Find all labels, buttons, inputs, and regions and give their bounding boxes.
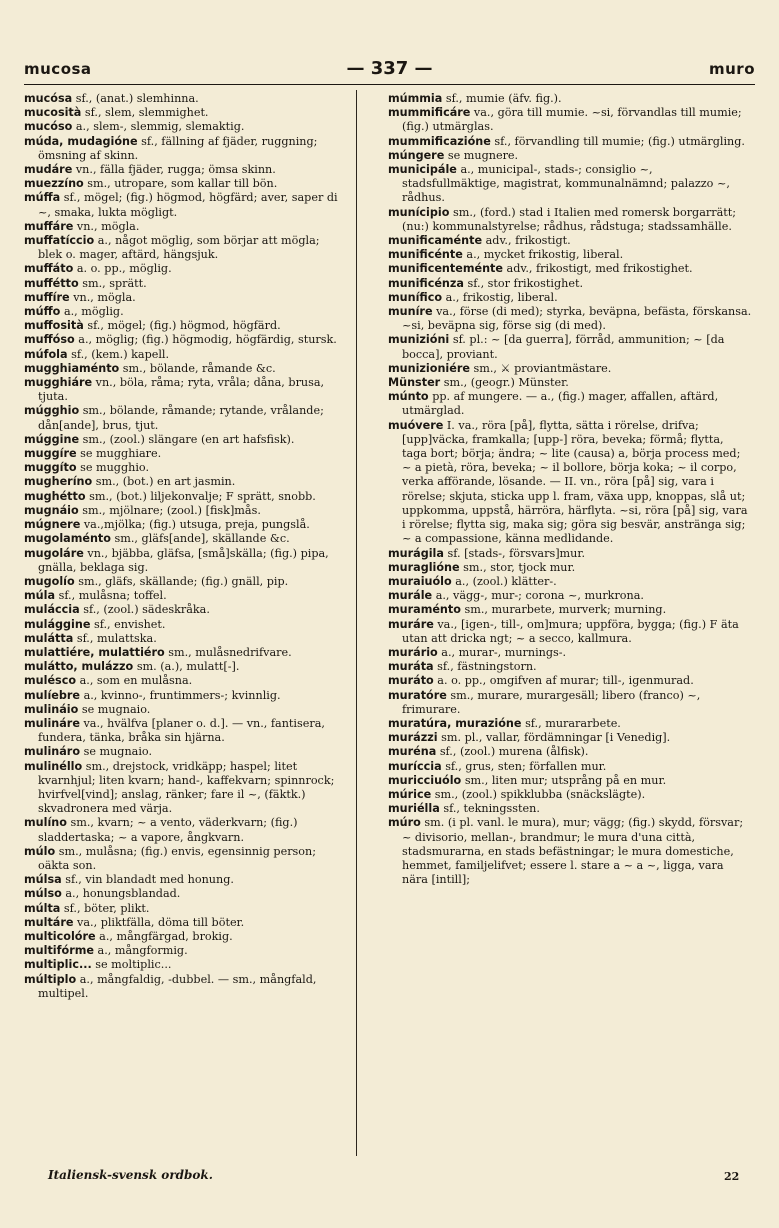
entry-definition: sf., (zool.) murena (ålfisk). bbox=[439, 745, 589, 759]
dictionary-entry bbox=[24, 305, 344, 319]
entry-definition: sf., vin blandadt med honung. bbox=[65, 873, 234, 887]
entry-headword: mulátto, mulázzo bbox=[24, 660, 134, 674]
entry-definition: sm. (i pl. vanl. le mura), mur; vägg; (fig.) skydd, försvar; ~ divisorio, mellan-, brandmur; le mura d'una città, stadsmurarna, en stads befästningar; le mura domestiche, hemmet, familjelifvet; essere l. stare a ~ a ~, ligga, vara nära [intill]; bbox=[402, 816, 744, 887]
entry-headword: muóvere bbox=[388, 418, 444, 432]
dictionary-entry bbox=[388, 745, 752, 759]
entry-definition: sm., (bot.) liljekonvalje; F sprätt, snobb. bbox=[89, 489, 316, 503]
entry-headword: múlta bbox=[24, 901, 61, 915]
entry-definition: sm., utropare, som kallar till bön. bbox=[87, 177, 278, 191]
entry-headword: mugghiaménto bbox=[24, 361, 120, 375]
page-header bbox=[24, 60, 755, 82]
entry-definition: pp. af mungere. — a., (fig.) mager, affallen, aftärd, utmärglad. bbox=[402, 390, 719, 418]
dictionary-entry bbox=[388, 390, 752, 418]
entry-definition: sm., murare, murargesäll; libero (franco) ~, frimurare. bbox=[402, 688, 701, 716]
entry-headword: muffétto bbox=[24, 276, 79, 290]
entry-headword: muriélla bbox=[388, 802, 440, 816]
dictionary-entry bbox=[24, 504, 344, 518]
dictionary-entry bbox=[388, 149, 752, 163]
entry-headword: mugghiáre bbox=[24, 376, 93, 390]
entry-definition: sm., bölande, råmande &c. bbox=[122, 361, 276, 375]
entry-definition: vn., mögla. bbox=[73, 290, 136, 304]
entry-definition: a., kvinno-, fruntimmers-; kvinnlig. bbox=[83, 688, 281, 702]
dictionary-entry bbox=[24, 220, 344, 234]
entry-headword: muffosità bbox=[24, 319, 84, 333]
dictionary-entry bbox=[24, 575, 344, 589]
entry-headword: munificenteménte bbox=[388, 262, 503, 276]
dictionary-entry bbox=[24, 404, 344, 432]
entry-headword: múggine bbox=[24, 432, 80, 446]
dictionary-entry bbox=[388, 305, 752, 333]
dictionary-entry bbox=[24, 873, 344, 887]
entry-headword: múffa bbox=[24, 191, 61, 205]
entry-headword: mulíno bbox=[24, 816, 67, 830]
dictionary-entry bbox=[388, 248, 752, 262]
entry-definition: adv., frikostigt, med frikostighet. bbox=[506, 262, 693, 276]
dictionary-entry bbox=[388, 376, 752, 390]
entry-definition: a., frikostig, liberal. bbox=[445, 290, 558, 304]
entry-definition: sf., fästningstorn. bbox=[437, 660, 537, 674]
entry-headword: múffo bbox=[24, 305, 61, 319]
dictionary-entry bbox=[24, 532, 344, 546]
entry-headword: mucóso bbox=[24, 120, 73, 134]
entry-definition: sf. pl.: ~ [da guerra], förråd, ammunition; ~ [da bocca], proviant. bbox=[402, 333, 725, 361]
entry-headword: munícipio bbox=[388, 205, 450, 219]
dictionary-entry bbox=[24, 433, 344, 447]
entry-definition: sf., böter, plikt. bbox=[63, 901, 150, 915]
dictionary-entry bbox=[24, 958, 344, 972]
entry-headword: múlso bbox=[24, 887, 62, 901]
dictionary-entry bbox=[24, 646, 344, 660]
entry-definition: sf., mulåsna; toffel. bbox=[58, 589, 167, 603]
entry-headword: muráto bbox=[388, 674, 434, 688]
dictionary-entry bbox=[388, 419, 752, 547]
entry-definition: sm., kvarn; ~ a vento, väderkvarn; (fig.) sladdertaska; ~ a vapore, ångkvarn. bbox=[38, 816, 298, 844]
entry-headword: munífico bbox=[388, 290, 443, 304]
dictionary-entry bbox=[24, 674, 344, 688]
entry-definition: va., göra till mumie. ~si, förvandlas till mumie; (fig.) utmärglas. bbox=[402, 106, 742, 134]
dictionary-entry bbox=[388, 603, 752, 617]
dictionary-entry bbox=[388, 589, 752, 603]
entry-headword: múla bbox=[24, 589, 56, 603]
dictionary-entry bbox=[24, 973, 344, 1001]
entry-headword: munizioniére bbox=[388, 361, 470, 375]
dictionary-entry bbox=[388, 362, 752, 376]
dictionary-entry bbox=[24, 319, 344, 333]
dictionary-entry bbox=[24, 234, 344, 262]
dictionary-entry bbox=[388, 760, 752, 774]
entry-definition: sf., mulattska. bbox=[76, 631, 157, 645]
entry-definition: sm., (geogr.) Münster. bbox=[443, 376, 569, 390]
dictionary-entry bbox=[24, 348, 344, 362]
entry-definition: vn., fälla fjäder, rugga; ömsa skinn. bbox=[75, 163, 276, 177]
entry-definition: sf., (anat.) slemhinna. bbox=[75, 92, 199, 105]
entry-definition: a., något möglig, som börjar att mögla; blek o. mager, aftärd, hängsjuk. bbox=[38, 234, 320, 262]
entry-definition: vn., bjäbba, gläfsa, [små]skälla; (fig.) pipa, gnälla, beklaga sig. bbox=[38, 546, 329, 574]
dictionary-entry bbox=[388, 575, 752, 589]
dictionary-entry bbox=[388, 106, 752, 134]
entry-headword: mulináre bbox=[24, 716, 80, 730]
entry-headword: muraglióne bbox=[388, 560, 460, 574]
entry-headword: mugoláre bbox=[24, 546, 84, 560]
entry-headword: mulattiére, mulattiéro bbox=[24, 645, 165, 659]
dictionary-entry bbox=[388, 674, 752, 688]
entry-definition: a., möglig; (fig.) högmodig, högfärdig, stursk. bbox=[78, 333, 337, 347]
entry-headword: mudáre bbox=[24, 163, 73, 177]
entry-definition: va., hvälfva [planer o. d.]. — vn., fantisera, fundera, tänka, bråka sin hjärna. bbox=[38, 716, 325, 745]
header-rule bbox=[24, 84, 755, 85]
left-column bbox=[24, 92, 344, 1001]
entry-definition: va.,mjölka; (fig.) utsuga, preja, pungslå. bbox=[83, 518, 310, 532]
entry-definition: sm., (zool.) spikklubba (snäckslägte). bbox=[434, 787, 646, 801]
entry-headword: múngere bbox=[388, 148, 445, 162]
entry-definition: sf., stor frikostighet. bbox=[467, 276, 583, 290]
entry-headword: mulággine bbox=[24, 617, 91, 631]
dictionary-entry bbox=[24, 376, 344, 404]
dictionary-entry bbox=[24, 277, 344, 291]
entry-headword: múgghio bbox=[24, 404, 80, 418]
entry-headword: mummificazióne bbox=[388, 134, 491, 148]
entry-headword: múgnere bbox=[24, 518, 81, 532]
entry-headword: multáre bbox=[24, 915, 74, 929]
dictionary-entry bbox=[388, 816, 752, 887]
footer-book-title: Italiensk-svensk ordbok. bbox=[48, 1168, 213, 1182]
entry-definition: sm., mulåsnedrifvare. bbox=[168, 645, 292, 659]
entry-definition: sm., gläfs, skällande; (fig.) gnäll, pip. bbox=[78, 574, 289, 588]
dictionary-entry bbox=[24, 760, 344, 817]
dictionary-entry bbox=[388, 618, 752, 646]
dictionary-entry bbox=[24, 660, 344, 674]
entry-definition: sf., murararbete. bbox=[525, 716, 621, 730]
entry-headword: muráre bbox=[388, 617, 434, 631]
entry-headword: multicolóre bbox=[24, 929, 96, 943]
entry-definition: sm., ⚔ proviantmästare. bbox=[473, 361, 612, 375]
dictionary-entry bbox=[24, 689, 344, 703]
dictionary-entry bbox=[388, 277, 752, 291]
entry-definition: a., mycket frikostig, liberal. bbox=[466, 248, 624, 262]
entry-headword: murále bbox=[388, 589, 433, 603]
entry-headword: muríccia bbox=[388, 759, 442, 773]
dictionary-entry bbox=[388, 774, 752, 788]
dictionary-entry bbox=[388, 547, 752, 561]
entry-definition: sm., bölande, råmande; rytande, vrålande; dån[ande], brus, tjut. bbox=[38, 404, 324, 432]
dictionary-entry bbox=[24, 618, 344, 632]
entry-headword: mugheríno bbox=[24, 475, 93, 489]
entry-headword: muréna bbox=[388, 745, 437, 759]
entry-headword: mulíebre bbox=[24, 688, 80, 702]
column-divider bbox=[356, 90, 357, 1156]
dictionary-entry bbox=[24, 816, 344, 844]
entry-definition: sm., (bot.) en art jasmin. bbox=[95, 475, 236, 489]
entry-definition: sf., mumie (äfv. fig.). bbox=[445, 92, 562, 105]
entry-definition: se mugghio. bbox=[80, 461, 150, 475]
entry-definition: va., [igen-, till-, om]mura; uppföra, bygga; (fig.) F äta utan att dricka ngt; ~ a secco, kallmura. bbox=[402, 617, 739, 645]
dictionary-entry bbox=[388, 163, 752, 206]
entry-headword: muffíre bbox=[24, 290, 70, 304]
entry-headword: muffáto bbox=[24, 262, 74, 276]
dictionary-entry bbox=[388, 717, 752, 731]
entry-headword: mugolaménto bbox=[24, 532, 111, 546]
entry-headword: munizióni bbox=[388, 333, 450, 347]
entry-definition: sf., mögel; (fig.) högmod, högfärd. bbox=[87, 319, 281, 333]
entry-headword: muníre bbox=[388, 305, 433, 319]
entry-definition: sm., liten mur; utsprång på en mur. bbox=[464, 773, 667, 787]
dictionary-entry bbox=[24, 902, 344, 916]
entry-headword: múrice bbox=[388, 787, 432, 801]
entry-headword: múlsa bbox=[24, 873, 62, 887]
entry-headword: mucósa bbox=[24, 92, 73, 105]
right-column bbox=[388, 92, 752, 887]
dictionary-entry bbox=[388, 561, 752, 575]
entry-headword: mugnáio bbox=[24, 503, 79, 517]
dictionary-entry bbox=[24, 362, 344, 376]
entry-definition: a., mångfaldig, -dubbel. — sm., mångfald, multipel. bbox=[38, 972, 317, 1000]
dictionary-entry bbox=[24, 845, 344, 873]
entry-headword: muláccia bbox=[24, 603, 80, 617]
entry-definition: a., som en mulåsna. bbox=[79, 674, 193, 688]
entry-headword: mummificáre bbox=[388, 106, 471, 120]
dictionary-entry bbox=[24, 92, 344, 106]
entry-definition: adv., frikostigt. bbox=[485, 234, 571, 248]
entry-headword: múro bbox=[388, 816, 421, 830]
dictionary-entry bbox=[24, 191, 344, 219]
entry-definition: sm., (zool.) slängare (en art hafsfisk). bbox=[82, 432, 295, 446]
dictionary-entry bbox=[388, 92, 752, 106]
entry-headword: muratúra, murazióne bbox=[388, 716, 522, 730]
entry-definition: a., vägg-, mur-; corona ~, murkrona. bbox=[435, 589, 644, 603]
dictionary-entry bbox=[24, 490, 344, 504]
dictionary-entry bbox=[24, 632, 344, 646]
entry-headword: muggíre bbox=[24, 447, 77, 461]
entry-headword: municipále bbox=[388, 163, 457, 177]
dictionary-entry bbox=[24, 135, 344, 163]
entry-headword: muratóre bbox=[388, 688, 447, 702]
entry-definition: sm., mjölnare; (zool.) [fisk]mås. bbox=[82, 503, 261, 517]
dictionary-entry bbox=[388, 291, 752, 305]
entry-headword: muffáre bbox=[24, 219, 74, 233]
entry-definition: sm., gläfs[ande], skällande &c. bbox=[114, 532, 290, 546]
entry-headword: muricciuólo bbox=[388, 773, 462, 787]
entry-headword: múda, mudagióne bbox=[24, 134, 138, 148]
entry-definition: sm. pl., vallar, fördämningar [i Venedig]. bbox=[441, 731, 671, 745]
entry-headword: mulinéllo bbox=[24, 759, 83, 773]
entry-headword: muggíto bbox=[24, 461, 77, 475]
entry-headword: mucosità bbox=[24, 106, 82, 120]
entry-definition: va., pliktfälla, döma till böter. bbox=[77, 915, 245, 929]
dictionary-entry bbox=[24, 603, 344, 617]
entry-definition: sm. (a.), mulatt[-]. bbox=[136, 660, 240, 674]
dictionary-entry bbox=[24, 333, 344, 347]
entry-definition: a., honungsblandad. bbox=[65, 887, 181, 901]
dictionary-entry bbox=[388, 731, 752, 745]
dictionary-entry bbox=[388, 788, 752, 802]
entry-headword: murágila bbox=[388, 546, 444, 560]
entry-definition: a., murar-, murnings-. bbox=[441, 645, 567, 659]
dictionary-entry bbox=[24, 703, 344, 717]
dictionary-entry bbox=[24, 106, 344, 120]
dictionary-entry bbox=[24, 475, 344, 489]
entry-headword: mulésco bbox=[24, 674, 77, 688]
entry-headword: mulátta bbox=[24, 631, 74, 645]
entry-definition: sm., (ford.) stad i Italien med romersk borgarrätt; (nu:) kommunalstyrelse; rådhus, rådstuga; stadssamhälle. bbox=[402, 205, 736, 233]
entry-headword: munificénte bbox=[388, 248, 463, 262]
dictionary-entry bbox=[388, 689, 752, 717]
entry-definition: sf., tekningssten. bbox=[443, 802, 540, 816]
entry-headword: murário bbox=[388, 645, 438, 659]
entry-headword: Münster bbox=[388, 376, 441, 390]
dictionary-entry bbox=[388, 802, 752, 816]
header-right-guideword: muro bbox=[708, 60, 755, 78]
entry-definition: a., (zool.) klätter-. bbox=[455, 574, 557, 588]
entry-headword: múmmia bbox=[388, 92, 443, 105]
entry-definition: se mugnaio. bbox=[81, 702, 151, 716]
entry-definition: sf., mögel; (fig.) högmod, högfärd; aver, saper di ~, smaka, lukta mögligt. bbox=[38, 191, 338, 219]
entry-definition: a. o. pp., omgifven af murar; till-, igenmurad. bbox=[437, 674, 694, 688]
entry-headword: muffóso bbox=[24, 333, 75, 347]
entry-headword: muezzíno bbox=[24, 177, 84, 191]
dictionary-entry bbox=[24, 163, 344, 177]
entry-headword: muffatíccio bbox=[24, 234, 95, 248]
entry-headword: muráta bbox=[388, 660, 434, 674]
dictionary-entry bbox=[24, 887, 344, 901]
entry-headword: munificénza bbox=[388, 276, 464, 290]
entry-definition: sf., förvandling till mumie; (fig.) utmärgling. bbox=[494, 134, 745, 148]
entry-headword: múfola bbox=[24, 347, 68, 361]
dictionary-entry bbox=[24, 120, 344, 134]
dictionary-entry bbox=[24, 916, 344, 930]
entry-definition: sm., stor, tjock mur. bbox=[463, 560, 576, 574]
dictionary-entry bbox=[24, 447, 344, 461]
entry-headword: múltiplo bbox=[24, 972, 77, 986]
entry-headword: múnto bbox=[388, 390, 429, 404]
dictionary-entry bbox=[388, 660, 752, 674]
entry-headword: mugolío bbox=[24, 574, 75, 588]
dictionary-entry bbox=[388, 333, 752, 361]
entry-definition: sf., (kem.) kapell. bbox=[71, 347, 170, 361]
dictionary-entry bbox=[388, 206, 752, 234]
dictionary-entry bbox=[388, 135, 752, 149]
entry-definition: a., municipal-, stads-; consiglio ~, stadsfullmäktige, magistrat, kommunalnämnd; palazzo ~, rådhus. bbox=[402, 163, 730, 205]
entry-definition: se mugghiare. bbox=[80, 447, 162, 461]
dictionary-entry bbox=[24, 589, 344, 603]
entry-definition: sf., (zool.) sädeskråka. bbox=[83, 603, 210, 617]
entry-headword: múlo bbox=[24, 844, 56, 858]
dictionary-entry bbox=[24, 930, 344, 944]
dictionary-entry bbox=[24, 547, 344, 575]
entry-definition: a., möglig. bbox=[63, 305, 124, 319]
entry-headword: mulináio bbox=[24, 702, 79, 716]
entry-definition: va., förse (di med); styrka, beväpna, befästa, förskansa. ~si, beväpna sig, förse sig (di med). bbox=[402, 305, 752, 333]
entry-definition: sm., mulåsna; (fig.) envis, egensinnig person; oäkta son. bbox=[38, 844, 316, 872]
dictionary-entry bbox=[24, 291, 344, 305]
entry-definition: se mugnere. bbox=[447, 148, 519, 162]
entry-definition: sm., murarbete, murverk; murning. bbox=[464, 603, 667, 617]
entry-definition: a. o. pp., möglig. bbox=[76, 262, 172, 276]
page-number: — 337 — bbox=[346, 58, 433, 79]
entry-headword: multiplic... bbox=[24, 958, 92, 972]
entry-definition: I. va., röra [på], flytta, sätta i rörelse, drifva; [upp]väcka, framkalla; [upp-] röra, beveka; förmå; flytta, taga bort; börja; ändra; ~ lite (causa) a, börja process med; ~ a pietà, röra, beveka; ~ il bollore, börja koka; ~ il corpo, verka afförande, lösande. — II. vn., röra [på] sig, vara i rörelse; skjuta, sticka upp l. fram, växa upp, knoppas, slå ut; uppkomma, uppstå, härröra, härflyta. ~si, röra [på] sig, vara i rörelse; flytta sig, maka sig; göra sig besvär, anstränga sig; ~ a compassione, känna medlidande. bbox=[402, 418, 748, 546]
entry-definition: sm., sprätt. bbox=[82, 276, 147, 290]
entry-definition: se moltiplic... bbox=[95, 958, 172, 972]
entry-definition: sf., envishet. bbox=[93, 617, 166, 631]
entry-headword: murázzi bbox=[388, 731, 438, 745]
entry-definition: sf. [stads-, försvars]mur. bbox=[447, 546, 586, 560]
entry-headword: munificaménte bbox=[388, 234, 483, 248]
entry-definition: sf., fällning af fjäder, ruggning; ömsning af skinn. bbox=[38, 134, 318, 162]
dictionary-entry bbox=[24, 461, 344, 475]
dictionary-entry bbox=[24, 944, 344, 958]
entry-definition: a., mångformig. bbox=[97, 944, 188, 958]
dictionary-entry bbox=[24, 717, 344, 745]
dictionary-entry bbox=[24, 262, 344, 276]
footer-signature-mark: 22 bbox=[724, 1170, 740, 1183]
dictionary-entry bbox=[388, 262, 752, 276]
entry-headword: muraiuólo bbox=[388, 574, 452, 588]
entry-definition: se mugnaio. bbox=[83, 745, 153, 759]
header-left-guideword: mucosa bbox=[24, 60, 92, 78]
entry-definition: vn., mögla. bbox=[76, 219, 140, 233]
dictionary-entry bbox=[388, 646, 752, 660]
entry-headword: mughétto bbox=[24, 489, 86, 503]
entry-headword: muraménto bbox=[388, 603, 461, 617]
entry-definition: sm., drejstock, vridkäpp; haspel; litet kvarnhjul; liten kvarn; hand-, kaffekvarn; spinnrock; hvirfvel[vind]; anslag, ränker; fare il ~, (fäktk.) skvadronera med värja. bbox=[38, 759, 335, 816]
entry-headword: multifórme bbox=[24, 944, 94, 958]
dictionary-entry bbox=[24, 518, 344, 532]
entry-definition: vn., böla, råma; ryta, vråla; dåna, brusa, tjuta. bbox=[38, 376, 325, 404]
entry-definition: sf., grus, sten; förfallen mur. bbox=[445, 759, 607, 773]
dictionary-entry bbox=[24, 745, 344, 759]
dictionary-entry bbox=[388, 234, 752, 248]
dictionary-entry bbox=[24, 177, 344, 191]
entry-definition: sf., slem, slemmighet. bbox=[84, 106, 209, 120]
entry-headword: mulináro bbox=[24, 745, 81, 759]
entry-definition: a., mångfärgad, brokig. bbox=[99, 929, 233, 943]
entry-definition: a., slem-, slemmig, slemaktig. bbox=[75, 120, 245, 134]
